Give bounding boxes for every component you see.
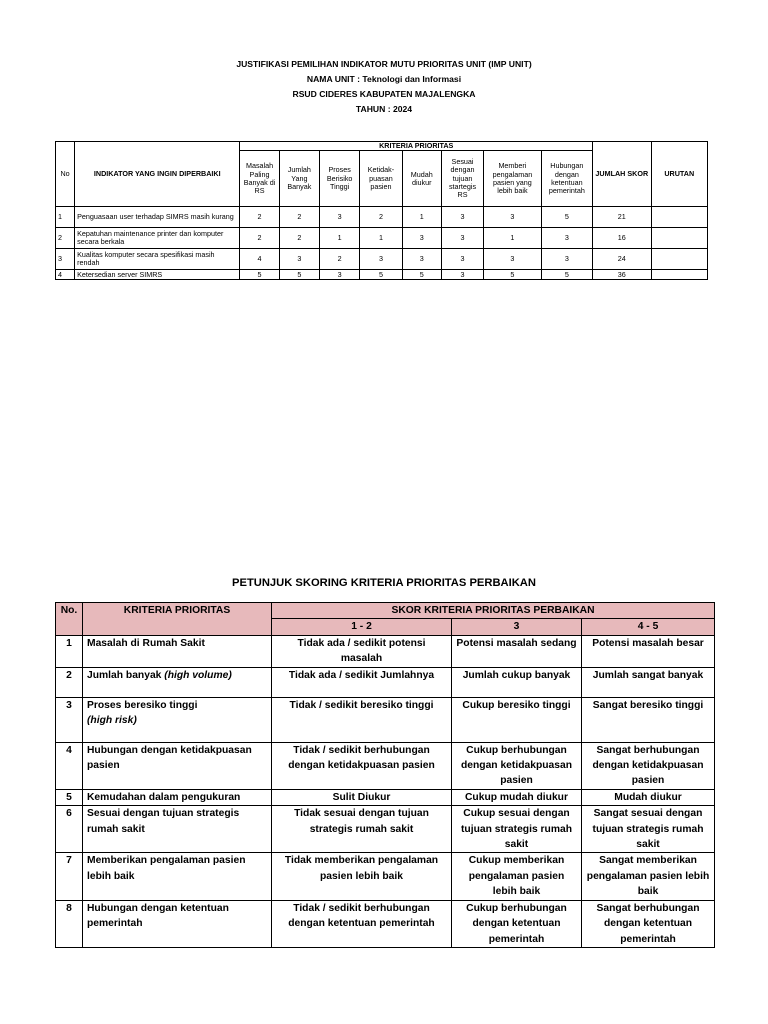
t2-score-mid: Cukup berhubungan dengan ketidakpuasan pasien [452,742,582,789]
table-row [56,249,708,270]
t1-score: 3 [319,270,359,280]
document-header [0,57,768,117]
t1-score: 2 [279,207,319,228]
scoring-guide-table [55,602,715,948]
t2-row-no: 1 [56,635,83,667]
t2-score-mid: Cukup sesuai dengan tujuan strategis rumah sakit [452,806,582,853]
t1-row-no: 2 [56,228,75,249]
t2-score-low: Tidak / sedikit berhubungan dengan ketentuan pemerintah [272,900,452,947]
priority-justification-table [55,141,708,280]
t1-row-no: 1 [56,207,75,228]
t1-score: 5 [541,207,592,228]
t1-score: 3 [441,228,483,249]
t2-skor-level: 4 - 5 [582,619,715,635]
table-row [56,697,715,742]
table-row [56,270,708,280]
t1-rank [651,249,708,270]
t2-score-high: Sangat sesuai dengan tujuan strategis rumah sakit [582,806,715,853]
t2-score-high: Potensi masalah besar [582,635,715,667]
t1-score: 5 [360,270,402,280]
t2-score-mid: Cukup mudah diukur [452,789,582,805]
kriteria-text: Memberikan pengalaman pasien lebih baik [87,855,246,882]
t2-row-no: 4 [56,742,83,789]
t2-score-mid: Jumlah cukup banyak [452,667,582,697]
t2-score-low: Tidak ada / sedikit Jumlahnya [272,667,452,697]
t1-score: 1 [484,228,541,249]
header-hospital: RSUD CIDERES KABUPATEN MAJALENGKA [292,89,476,99]
t1-header-jumlah: JUMLAH SKOR [593,142,651,207]
t2-score-high: Sangat beresiko tinggi [582,697,715,742]
t2-row-kriteria [83,742,272,789]
kriteria-text: Masalah di Rumah Sakit [87,637,205,649]
t1-score: 5 [541,270,592,280]
t1-row-indikator: Kepatuhan maintenance printer dan komputer secara berkala [75,228,240,249]
kriteria-text: Sesuai dengan tujuan strategis rumah sakit [87,808,240,835]
t2-skor-level: 3 [452,619,582,635]
t2-row-no: 3 [56,697,83,742]
kriteria-italic-text: (high volume) [164,669,232,681]
t2-score-high: Sangat berhubungan dengan ketidakpuasan pasien [582,742,715,789]
t2-header-no: No. [56,603,83,636]
t1-total: 16 [593,228,651,249]
t1-score: 4 [240,249,279,270]
t1-header-kriteria: KRITERIA PRIORITAS [240,142,593,151]
header-unit: NAMA UNIT : Teknologi dan Informasi [306,74,462,84]
t2-score-high: Mudah diukur [582,789,715,805]
t1-score: 3 [360,249,402,270]
t2-score-low: Tidak sesuai dengan tujuan strategis rumah sakit [272,806,452,853]
t1-score: 3 [484,249,541,270]
t1-row-indikator: Kualitas komputer secara spesifikasi masih rendah [75,249,240,270]
table-row [56,228,708,249]
t2-score-mid: Cukup memberikan pengalaman pasien lebih baik [452,853,582,900]
t1-score: 3 [441,207,483,228]
t1-header-urutan: URUTAN [651,142,708,207]
t1-score: 3 [319,207,359,228]
t2-row-no: 7 [56,853,83,900]
t2-row-kriteria [83,806,272,853]
kriteria-italic-text: (high risk) [87,715,137,727]
t2-score-low: Tidak / sedikit beresiko tinggi [272,697,452,742]
table-row [56,806,715,853]
t1-score: 3 [402,249,441,270]
kriteria-text: Proses beresiko tinggi [87,699,198,711]
t1-rank [651,228,708,249]
t2-score-low: Tidak memberikan pengalaman pasien lebih baik [272,853,452,900]
t1-score: 2 [360,207,402,228]
kriteria-text: Jumlah banyak [87,669,165,681]
t1-score: 3 [541,249,592,270]
table-row [56,853,715,900]
t2-row-kriteria [83,697,272,742]
t1-header-indikator: INDIKATOR YANG INGIN DIPERBAIKI [75,142,240,207]
t2-score-high: Sangat memberikan pengalaman pasien lebih baik [582,853,715,900]
kriteria-text: Kemudahan dalam pengukuran [87,791,241,803]
t1-criteria-header: Sesuai dengan tujuan startegis RS [441,151,483,207]
t1-score: 5 [240,270,279,280]
t2-row-no: 8 [56,900,83,947]
t2-row-no: 5 [56,789,83,805]
t1-score: 5 [484,270,541,280]
table-row [56,667,715,697]
t1-criteria-header: Masalah Paling Banyak di RS [240,151,279,207]
kriteria-text: Hubungan dengan ketentuan pemerintah [87,902,229,930]
t1-row-no: 4 [56,270,75,280]
t1-row-indikator: Ketersedian server SIMRS [75,270,240,280]
t1-score: 5 [402,270,441,280]
t1-total: 36 [593,270,651,280]
t1-score: 2 [240,228,279,249]
scoring-guide-title: PETUNJUK SKORING KRITERIA PRIORITAS PERBAIKAN [232,577,536,589]
t1-header-no: No [56,142,75,207]
t1-criteria-header: Proses Berisiko Tinggi [319,151,359,207]
t1-row-no: 3 [56,249,75,270]
t2-score-high: Jumlah sangat banyak [582,667,715,697]
t2-score-low: Tidak / sedikit berhubungan dengan ketidakpuasan pasien [272,742,452,789]
t1-score: 3 [484,207,541,228]
header-year: TAHUN : 2024 [355,104,413,114]
t2-row-kriteria [83,900,272,947]
table-row [56,789,715,805]
t2-row-kriteria [83,635,272,667]
t1-total: 21 [593,207,651,228]
t1-criteria-header: Hubungan dengan ketentuan pemerintah [541,151,592,207]
table-row [56,207,708,228]
t1-total: 24 [593,249,651,270]
t1-row-indikator: Penguasaan user terhadap SIMRS masih kurang [75,207,240,228]
t1-score: 2 [319,249,359,270]
table-row [56,900,715,947]
t1-score: 5 [279,270,319,280]
t2-score-mid: Cukup berhubungan dengan ketentuan pemerintah [452,900,582,947]
t1-rank [651,270,708,280]
table-row [56,742,715,789]
t1-score: 3 [441,249,483,270]
t2-row-no: 2 [56,667,83,697]
t1-criteria-header: Jumlah Yang Banyak [279,151,319,207]
t1-score: 2 [240,207,279,228]
header-title: JUSTIFIKASI PEMILIHAN INDIKATOR MUTU PRIORITAS UNIT (IMP UNIT) [236,59,532,69]
t2-score-low: Sulit Diukur [272,789,452,805]
t1-score: 2 [279,228,319,249]
t1-score: 1 [360,228,402,249]
t1-score: 3 [541,228,592,249]
t1-score: 1 [402,207,441,228]
t1-criteria-header: Memberi pengalaman pasien yang lebih baik [484,151,541,207]
t2-header-kriteria: KRITERIA PRIORITAS [83,603,272,636]
t2-skor-level: 1 - 2 [272,619,452,635]
t1-score: 3 [441,270,483,280]
t2-row-kriteria [83,853,272,900]
table-row [56,635,715,667]
t2-score-low: Tidak ada / sedikit potensi masalah [272,635,452,667]
t2-score-mid: Cukup beresiko tinggi [452,697,582,742]
t2-row-no: 6 [56,806,83,853]
t1-score: 3 [402,228,441,249]
t2-score-high: Sangat berhubungan dengan ketentuan pemerintah [582,900,715,947]
t1-rank [651,207,708,228]
t1-criteria-header: Ketidak-puasan pasien [360,151,402,207]
t1-score: 3 [279,249,319,270]
t1-criteria-header: Mudah diukur [402,151,441,207]
t2-header-skor: SKOR KRITERIA PRIORITAS PERBAIKAN [272,603,715,619]
t2-row-kriteria [83,789,272,805]
t2-row-kriteria [83,667,272,697]
t1-score: 1 [319,228,359,249]
t2-score-mid: Potensi masalah sedang [452,635,582,667]
kriteria-text: Hubungan dengan ketidakpuasan pasien [87,744,252,772]
